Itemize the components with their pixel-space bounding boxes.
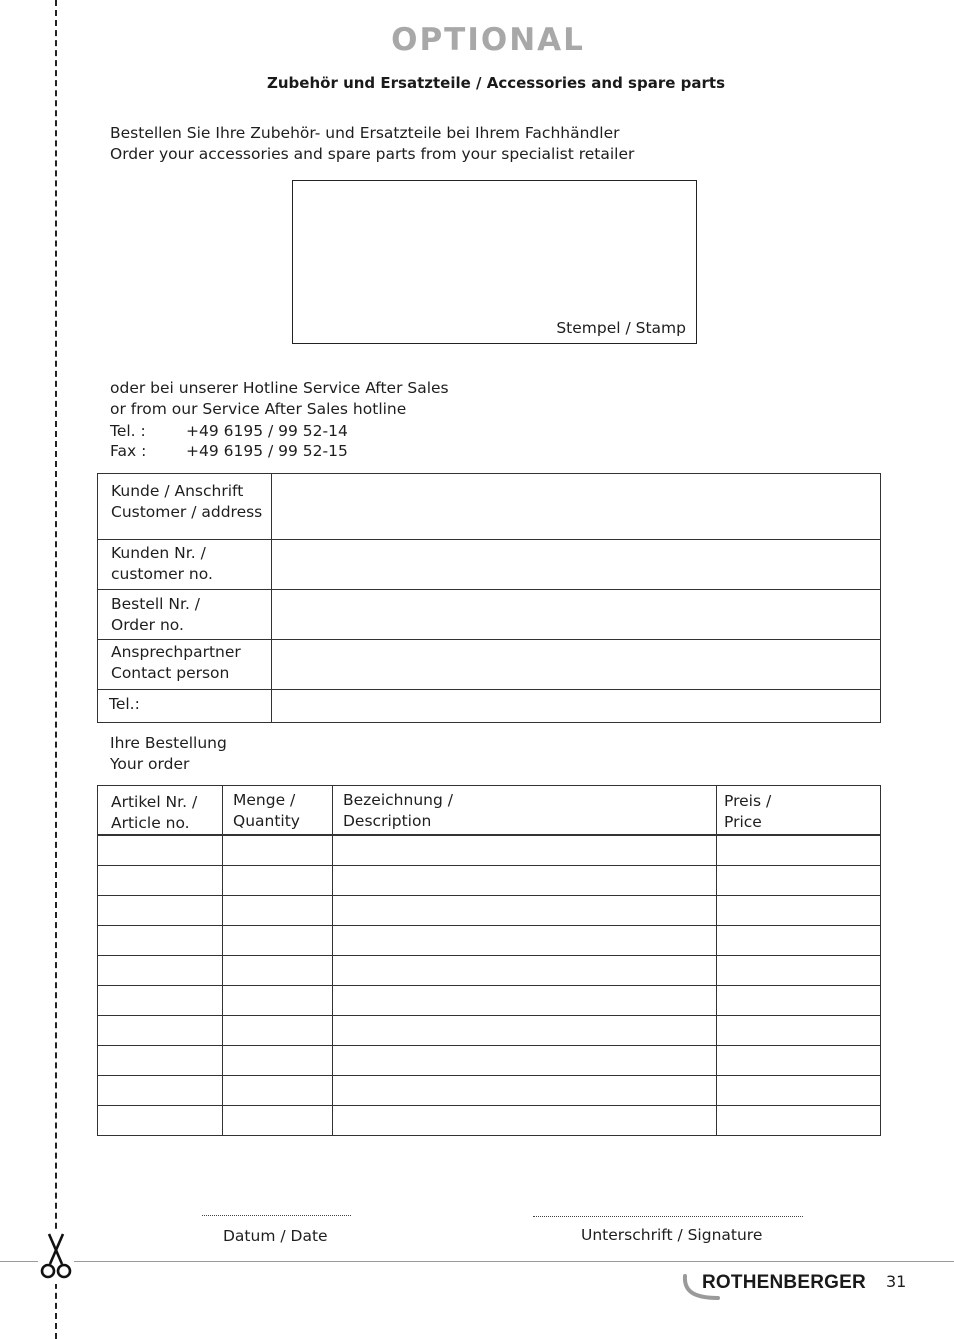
page-title: OPTIONAL xyxy=(391,22,585,58)
price-cell[interactable] xyxy=(717,1045,881,1075)
date-line[interactable] xyxy=(202,1215,351,1216)
customer-tel-label: Tel.: xyxy=(98,690,272,723)
footer-rule xyxy=(0,1261,954,1262)
price-header: Preis / Price xyxy=(717,786,881,836)
quantity-cell[interactable] xyxy=(223,865,333,895)
order-row xyxy=(98,1105,881,1135)
customer-tel-field[interactable] xyxy=(272,690,881,723)
article-no-header: Artikel Nr. / Article no. xyxy=(98,786,223,836)
article-no-cell[interactable] xyxy=(98,835,223,865)
article-no-cell[interactable] xyxy=(98,865,223,895)
quantity-cell[interactable] xyxy=(223,1105,333,1135)
order-row xyxy=(98,955,881,985)
tel-label: Tel. : xyxy=(110,422,146,440)
price-cell[interactable] xyxy=(717,985,881,1015)
price-cell[interactable] xyxy=(717,925,881,955)
quantity-cell[interactable] xyxy=(223,1015,333,1045)
customer-row xyxy=(98,590,881,640)
description-cell[interactable] xyxy=(333,895,717,925)
description-cell[interactable] xyxy=(333,865,717,895)
price-cell[interactable] xyxy=(717,1015,881,1045)
price-cell[interactable] xyxy=(717,865,881,895)
article-no-cell[interactable] xyxy=(98,925,223,955)
scissors-icon xyxy=(38,1232,74,1284)
description-cell[interactable] xyxy=(333,955,717,985)
customer-row xyxy=(98,540,881,590)
quantity-cell[interactable] xyxy=(223,1045,333,1075)
brand-name: ROTHENBERGER xyxy=(702,1272,866,1293)
price-cell[interactable] xyxy=(717,895,881,925)
fax-label: Fax : xyxy=(110,442,147,460)
order-row xyxy=(98,835,881,865)
customer-address-label: Kunde / Anschrift Customer / address xyxy=(98,474,272,540)
quantity-header: Menge / Quantity xyxy=(223,786,333,836)
customer-number-label: Kunden Nr. / customer no. xyxy=(98,540,272,590)
page-number: 31 xyxy=(886,1272,907,1291)
customer-address-field[interactable] xyxy=(272,474,881,540)
quantity-cell[interactable] xyxy=(223,925,333,955)
description-cell[interactable] xyxy=(333,1015,717,1045)
price-cell[interactable] xyxy=(717,1075,881,1105)
hotline-line-en: or from our Service After Sales hotline xyxy=(110,400,407,418)
article-no-cell[interactable] xyxy=(98,955,223,985)
article-no-cell[interactable] xyxy=(98,1045,223,1075)
customer-row xyxy=(98,690,881,723)
stamp-box[interactable] xyxy=(292,180,697,344)
description-cell[interactable] xyxy=(333,985,717,1015)
contact-person-label: Ansprechpartner Contact person xyxy=(98,640,272,690)
order-row xyxy=(98,1015,881,1045)
order-row xyxy=(98,1075,881,1105)
order-number-field[interactable] xyxy=(272,590,881,640)
signature-label: Unterschrift / Signature xyxy=(581,1226,763,1244)
customer-table xyxy=(97,473,881,723)
tel-row xyxy=(110,421,348,441)
customer-row xyxy=(98,640,881,690)
cut-line xyxy=(55,0,57,1339)
description-cell[interactable] xyxy=(333,1075,717,1105)
intro-line-de: Bestellen Sie Ihre Zubehör- und Ersatzteile bei Ihrem Fachhändler xyxy=(110,124,620,142)
order-row xyxy=(98,925,881,955)
order-table-body xyxy=(98,835,881,1135)
tel-value: +49 6195 / 99 52-14 xyxy=(186,422,348,440)
description-cell[interactable] xyxy=(333,925,717,955)
customer-number-field[interactable] xyxy=(272,540,881,590)
fax-row xyxy=(110,441,348,461)
order-row xyxy=(98,895,881,925)
order-row xyxy=(98,985,881,1015)
page-subtitle: Zubehör und Ersatzteile / Accessories and spare parts xyxy=(267,74,725,92)
article-no-cell[interactable] xyxy=(98,1075,223,1105)
price-cell[interactable] xyxy=(717,835,881,865)
order-intro-en: Your order xyxy=(110,755,190,773)
customer-row xyxy=(98,474,881,540)
order-table xyxy=(97,785,881,1136)
order-row xyxy=(98,1045,881,1075)
order-intro-de: Ihre Bestellung xyxy=(110,734,227,752)
signature-line[interactable] xyxy=(533,1216,803,1217)
article-no-cell[interactable] xyxy=(98,1015,223,1045)
order-header-row xyxy=(98,786,881,836)
description-cell[interactable] xyxy=(333,1105,717,1135)
brand-logo xyxy=(682,1270,882,1306)
order-number-label: Bestell Nr. / Order no. xyxy=(98,590,272,640)
description-cell[interactable] xyxy=(333,835,717,865)
intro-line-en: Order your accessories and spare parts from your specialist retailer xyxy=(110,145,635,163)
date-label: Datum / Date xyxy=(223,1227,328,1245)
quantity-cell[interactable] xyxy=(223,985,333,1015)
price-cell[interactable] xyxy=(717,955,881,985)
price-cell[interactable] xyxy=(717,1105,881,1135)
quantity-cell[interactable] xyxy=(223,895,333,925)
contact-person-field[interactable] xyxy=(272,640,881,690)
quantity-cell[interactable] xyxy=(223,835,333,865)
fax-value: +49 6195 / 99 52-15 xyxy=(186,442,348,460)
quantity-cell[interactable] xyxy=(223,955,333,985)
quantity-cell[interactable] xyxy=(223,1075,333,1105)
order-row xyxy=(98,865,881,895)
hotline-line-de: oder bei unserer Hotline Service After Sales xyxy=(110,379,449,397)
description-header: Bezeichnung / Description xyxy=(333,786,717,836)
description-cell[interactable] xyxy=(333,1045,717,1075)
article-no-cell[interactable] xyxy=(98,985,223,1015)
article-no-cell[interactable] xyxy=(98,895,223,925)
article-no-cell[interactable] xyxy=(98,1105,223,1135)
stamp-label: Stempel / Stamp xyxy=(556,319,686,337)
